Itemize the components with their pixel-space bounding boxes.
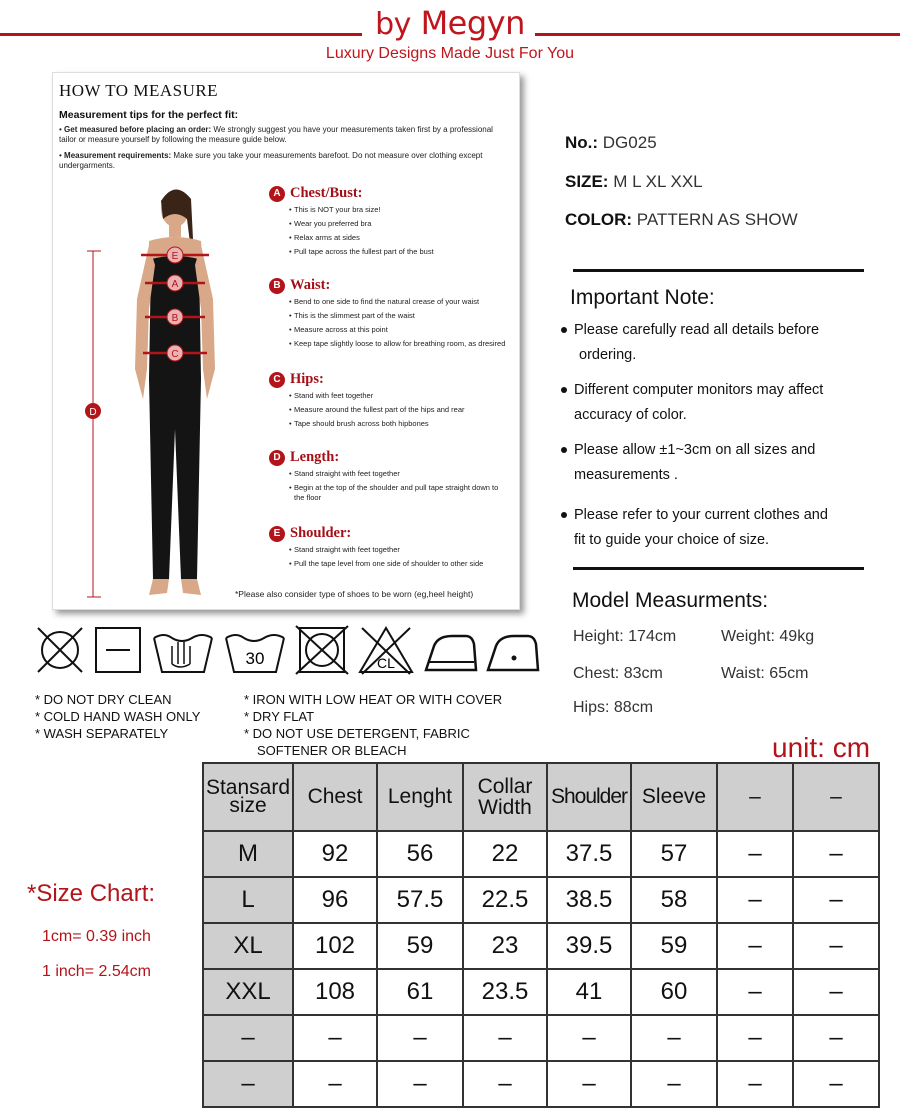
section-item: • Relax arms at sides xyxy=(289,233,509,243)
wash-temp: 30 xyxy=(245,649,265,668)
tip-item: • Measurement requirements: Make sure you take your measurements barefoot. Do not measure over clothing except undergarments. xyxy=(59,151,483,170)
section-item: • Stand with feet together xyxy=(289,391,509,401)
table-cell: – xyxy=(793,923,879,969)
table-cell: – xyxy=(377,1061,463,1107)
section-shoulder xyxy=(269,525,509,573)
size-chart-title: *Size Chart: xyxy=(27,880,156,907)
header-cell: – xyxy=(793,763,879,831)
table-cell: 56 xyxy=(377,831,463,877)
section-item: • Measure around the fullest part of the hips and rear xyxy=(289,405,509,415)
table-cell: 92 xyxy=(293,831,377,877)
size-chart-table xyxy=(202,762,880,1108)
brand-name: Megyn xyxy=(420,4,525,42)
section-title: Hips: xyxy=(290,371,324,387)
model-measurements-title: Model Measurments: xyxy=(572,589,769,612)
header-cell: Collar Width xyxy=(463,763,547,831)
iron-icon xyxy=(422,624,480,676)
table-cell: 60 xyxy=(631,969,717,1015)
table-cell: 58 xyxy=(631,877,717,923)
header-cell: Lenght xyxy=(377,763,463,831)
table-cell: 57 xyxy=(631,831,717,877)
table-cell: – xyxy=(793,969,879,1015)
shoe-footnote: *Please also consider type of shoes to be worn (eg,heel height) xyxy=(235,589,474,599)
header-cell: Chest xyxy=(293,763,377,831)
iron-low-icon xyxy=(484,624,542,676)
table-cell: – xyxy=(293,1015,377,1061)
figure-label-d: D xyxy=(89,407,97,418)
table-cell: – xyxy=(717,969,793,1015)
badge-d: D xyxy=(269,450,285,466)
cm-to-inch: 1cm= 0.39 inch xyxy=(42,928,151,945)
table-cell: 59 xyxy=(631,923,717,969)
table-cell: – xyxy=(717,1061,793,1107)
model-weight: Weight: 49kg xyxy=(721,628,815,645)
table-row xyxy=(203,1015,879,1061)
tip-item: • Get measured before placing an order: We strongly suggest you have your measurements taken first by a professional tailor or measure yourself by following the measure guide below. xyxy=(59,125,493,144)
section-item: • Stand straight with feet together xyxy=(289,469,509,479)
section-item: • Pull tape across the fullest part of the bust xyxy=(289,247,509,257)
table-cell: 23 xyxy=(463,923,547,969)
table-row xyxy=(203,831,879,877)
table-cell: 22 xyxy=(463,831,547,877)
how-to-measure-card xyxy=(52,72,520,610)
product-number: No.: DG025 xyxy=(565,133,657,152)
table-cell: 96 xyxy=(293,877,377,923)
figure-label-b: B xyxy=(171,313,179,324)
badge-b: B xyxy=(269,278,285,294)
table-cell: 41 xyxy=(547,969,631,1015)
bleach-text: CL xyxy=(377,655,395,671)
note-item: Please allow ±1~3cm on all sizes and measurements . xyxy=(561,438,815,488)
divider xyxy=(573,269,864,272)
table-row xyxy=(203,877,879,923)
table-cell: – xyxy=(793,877,879,923)
important-note-title: Important Note: xyxy=(570,286,715,309)
table-cell: – xyxy=(631,1061,717,1107)
table-cell: 57.5 xyxy=(377,877,463,923)
table-cell: L xyxy=(203,877,293,923)
note-item: Please refer to your current clothes and fit to guide your choice of size. xyxy=(561,503,828,553)
table-cell: – xyxy=(717,831,793,877)
table-cell: XL xyxy=(203,923,293,969)
table-cell: – xyxy=(463,1015,547,1061)
section-length xyxy=(269,449,509,507)
inch-to-cm: 1 inch= 2.54cm xyxy=(42,963,151,980)
section-item: • Begin at the top of the shoulder and pull tape straight down to the floor xyxy=(289,483,509,503)
note-item: Please carefully read all details before ordering. xyxy=(561,318,819,368)
badge-c: C xyxy=(269,372,285,388)
product-color: COLOR: PATTERN AS SHOW xyxy=(565,210,798,229)
table-cell: – xyxy=(547,1015,631,1061)
section-item: • This is the slimmest part of the waist xyxy=(289,311,509,321)
care-instructions-left: * DO NOT DRY CLEAN * COLD HAND WASH ONLY * WASH SEPARATELY xyxy=(35,692,201,741)
badge-e: E xyxy=(269,526,285,542)
brand-prefix: by xyxy=(375,7,411,42)
table-cell: 22.5 xyxy=(463,877,547,923)
model-hips: Hips: 88cm xyxy=(573,699,654,716)
unit-label: unit: cm xyxy=(772,732,871,763)
table-cell: – xyxy=(203,1015,293,1061)
table-cell: 23.5 xyxy=(463,969,547,1015)
table-cell: – xyxy=(203,1061,293,1107)
table-row xyxy=(203,969,879,1015)
table-cell: – xyxy=(463,1061,547,1107)
badge-a: A xyxy=(269,186,285,202)
model-chest: Chest: 83cm xyxy=(573,665,663,682)
no-tumble-dry-icon xyxy=(294,624,350,676)
section-waist xyxy=(269,277,509,353)
table-cell: – xyxy=(717,923,793,969)
table-cell: – xyxy=(293,1061,377,1107)
table-cell: 59 xyxy=(377,923,463,969)
wash-30-icon xyxy=(222,624,288,676)
section-title: Chest/Bust: xyxy=(290,185,363,201)
product-sizes: SIZE: M L XL XXL xyxy=(565,172,703,191)
table-cell: 61 xyxy=(377,969,463,1015)
table-cell: – xyxy=(793,1015,879,1061)
section-item: • Wear you preferred bra xyxy=(289,219,509,229)
table-cell: 37.5 xyxy=(547,831,631,877)
figure-label-a: A xyxy=(171,279,179,290)
section-title: Waist: xyxy=(290,277,331,293)
measure-title: HOW TO MEASURE xyxy=(59,81,219,100)
section-item: • Measure across at this point xyxy=(289,325,509,335)
section-item: • Keep tape slightly loose to allow for breathing room, as dresired xyxy=(289,339,509,349)
model-waist: Waist: 65cm xyxy=(721,665,809,682)
section-item: • Tape should brush across both hipbones xyxy=(289,419,509,429)
section-title: Length: xyxy=(290,449,340,465)
table-cell: 108 xyxy=(293,969,377,1015)
section-title: Shoulder: xyxy=(290,525,352,541)
table-header-row xyxy=(203,763,879,831)
no-dry-clean-icon xyxy=(34,624,86,676)
header-cell: Stansard size xyxy=(203,763,293,831)
figure-label-e: E xyxy=(171,251,179,262)
divider xyxy=(573,567,864,570)
header-cell: – xyxy=(717,763,793,831)
section-hips xyxy=(269,371,509,433)
header-cell: Sleeve xyxy=(631,763,717,831)
figure-label-c: C xyxy=(171,349,179,360)
hand-wash-icon xyxy=(150,624,216,676)
header-cell: Shoulder xyxy=(547,763,631,831)
table-row xyxy=(203,923,879,969)
table-cell: – xyxy=(547,1061,631,1107)
table-cell: – xyxy=(717,1015,793,1061)
section-chest xyxy=(269,185,509,261)
table-cell: – xyxy=(793,831,879,877)
table-cell: M xyxy=(203,831,293,877)
no-bleach-icon xyxy=(356,624,416,676)
table-row xyxy=(203,1061,879,1107)
brand-logo xyxy=(0,4,900,42)
dry-flat-icon xyxy=(92,624,144,676)
table-cell: – xyxy=(631,1015,717,1061)
model-height: Height: 174cm xyxy=(573,628,677,645)
brand-tagline: Luxury Designs Made Just For You xyxy=(325,45,575,62)
section-item: • Pull the tape level from one side of shoulder to other side xyxy=(289,559,509,569)
table-cell: – xyxy=(793,1061,879,1107)
care-instructions-right: * IRON WITH LOW HEAT OR WITH COVER * DRY FLAT * DO NOT USE DETERGENT, FABRIC SOFTENER OR BLEACH xyxy=(244,692,503,758)
tips-title: Measurement tips for the perfect fit: xyxy=(59,109,239,121)
table-cell: 102 xyxy=(293,923,377,969)
section-item: • Stand straight with feet together xyxy=(289,545,509,555)
table-cell: – xyxy=(717,877,793,923)
table-cell: 39.5 xyxy=(547,923,631,969)
table-cell: XXL xyxy=(203,969,293,1015)
table-cell: 38.5 xyxy=(547,877,631,923)
section-item: • This is NOT your bra size! xyxy=(289,205,509,215)
note-item: Different computer monitors may affect accuracy of color. xyxy=(561,378,823,428)
table-cell: – xyxy=(377,1015,463,1061)
section-item: • Bend to one side to find the natural crease of your waist xyxy=(289,297,509,307)
